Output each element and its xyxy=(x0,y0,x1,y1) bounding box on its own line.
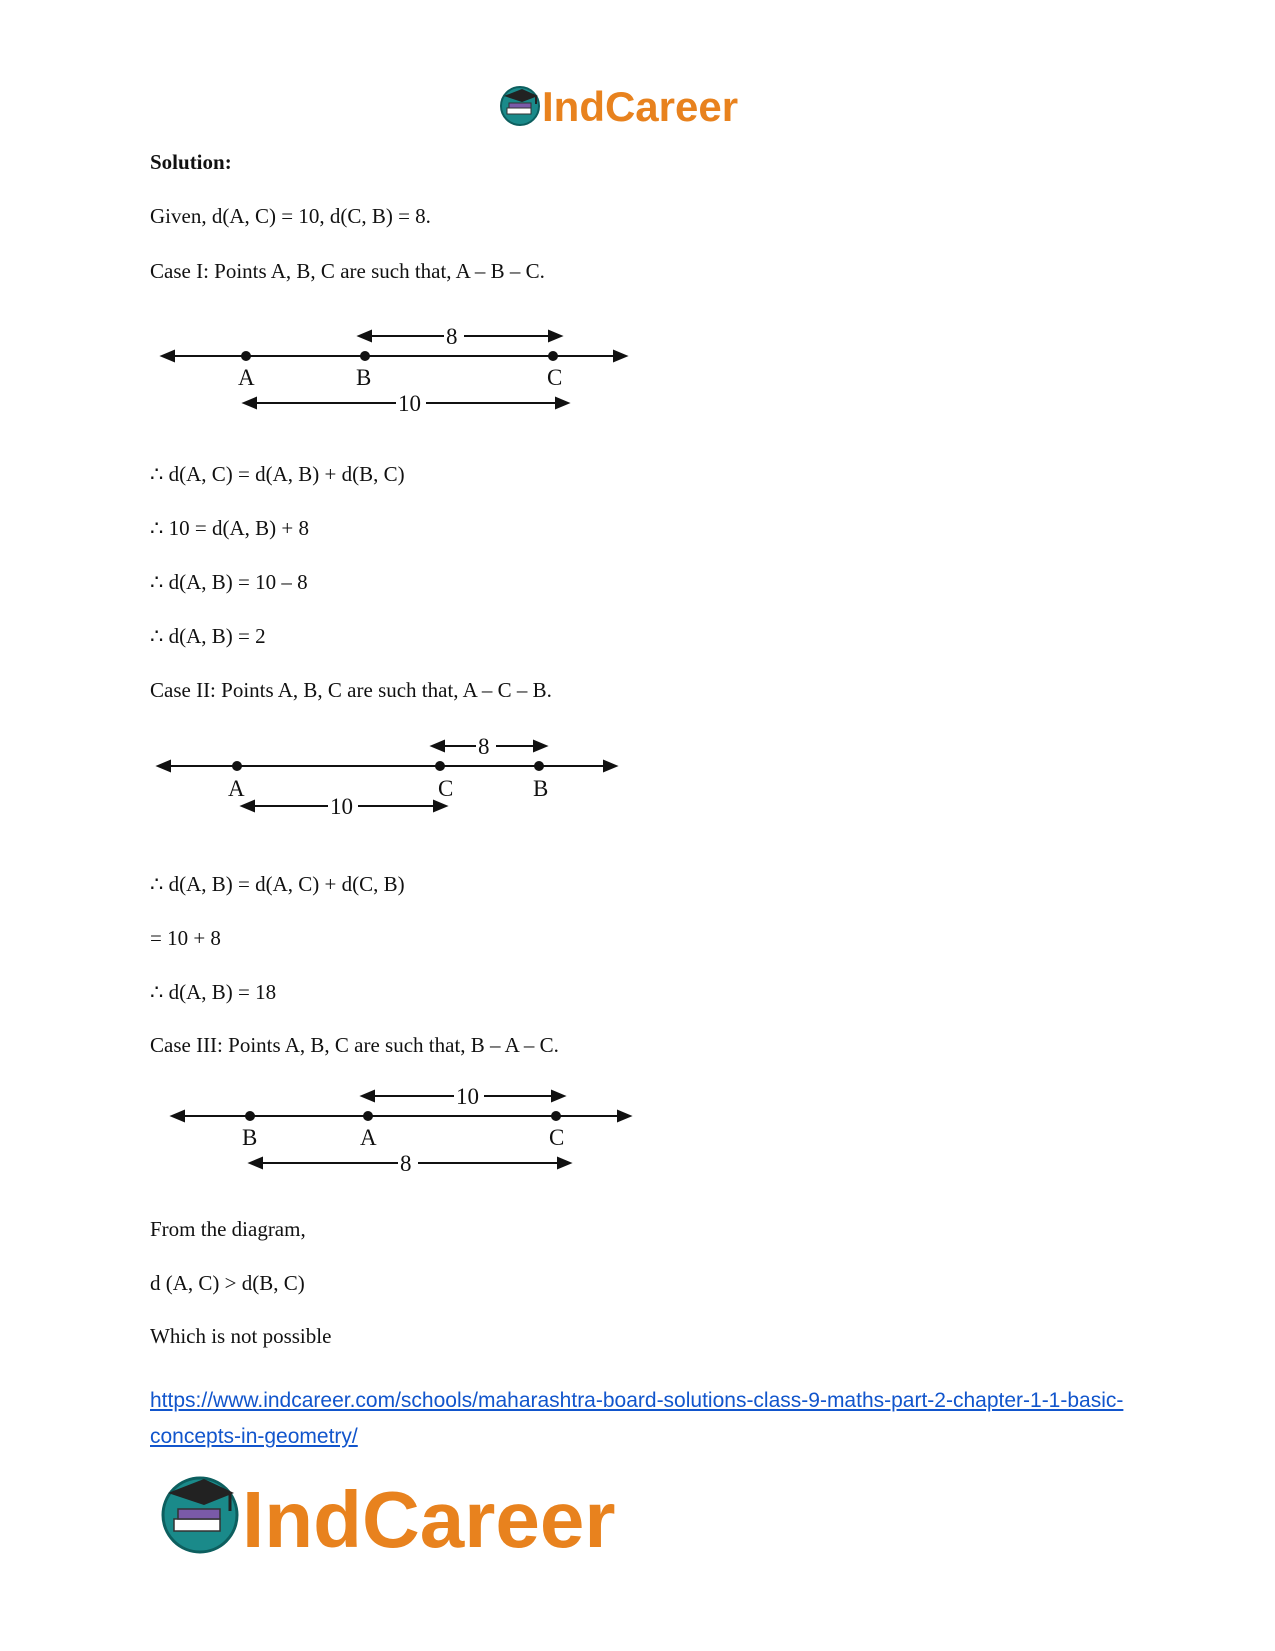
case3-lower-label: 8 xyxy=(400,1151,412,1176)
case1-point-3 xyxy=(549,352,557,360)
case2-point-label-1: A xyxy=(228,776,245,801)
case2-step-3: ∴ d(A, B) = 18 xyxy=(150,980,277,1004)
case2-point-1 xyxy=(233,762,241,770)
case2-step-2: = 10 + 8 xyxy=(150,926,221,950)
case2-lower-label: 10 xyxy=(330,794,353,819)
case3-point-label-2: A xyxy=(360,1125,377,1150)
case3-point-2 xyxy=(364,1112,372,1120)
logo-wordmark-bottom: IndCareer xyxy=(242,1475,616,1561)
case3-point-3 xyxy=(552,1112,560,1120)
case1-arrow-right xyxy=(614,351,626,361)
indcareer-logo-top xyxy=(498,78,778,132)
case1-point-label-3: C xyxy=(547,365,563,390)
case3-step-3: Which is not possible xyxy=(150,1324,332,1348)
logo-wordmark-top: IndCareer xyxy=(542,83,739,130)
given-statement: Given, d(A, C) = 10, d(C, B) = 8. xyxy=(150,204,431,228)
source-link[interactable]: https://www.indcareer.com/schools/maharashtra-board-solutions-class-9-maths-part-2-chapter-1-1-basic-concepts-in-geometry/ xyxy=(150,1389,1124,1448)
case1-point-2 xyxy=(361,352,369,360)
graduation-globe-icon xyxy=(501,87,539,125)
case3-point-label-3: C xyxy=(549,1125,565,1150)
case2-point-label-3: B xyxy=(533,776,549,801)
case1-point-label-1: A xyxy=(238,365,255,390)
case1-step-1: ∴ d(A, C) = d(A, B) + d(B, C) xyxy=(150,462,405,486)
case3-diagram xyxy=(150,1078,640,1188)
case3-upper-label: 10 xyxy=(456,1084,479,1109)
case1-step-4: ∴ d(A, B) = 2 xyxy=(150,624,266,648)
case1-step-3: ∴ d(A, B) = 10 – 8 xyxy=(150,570,308,594)
indcareer-logo-bottom xyxy=(160,1465,700,1561)
case1-lower-label: 10 xyxy=(398,391,421,416)
case2-diagram xyxy=(150,728,640,838)
case1-step-2: ∴ 10 = d(A, B) + 8 xyxy=(150,516,309,540)
case3-point-1 xyxy=(246,1112,254,1120)
case1-arrow-left xyxy=(162,351,174,361)
case2-upper-label: 8 xyxy=(478,734,490,759)
case3-title: Case III: Points A, B, C are such that, B – A – C. xyxy=(150,1033,559,1057)
solution-heading: Solution: xyxy=(150,150,232,174)
case2-point-3 xyxy=(535,762,543,770)
graduation-globe-icon xyxy=(163,1478,237,1552)
case2-step-1: ∴ d(A, B) = d(A, C) + d(C, B) xyxy=(150,872,405,896)
case1-title: Case I: Points A, B, C are such that, A – B – C. xyxy=(150,259,545,283)
case1-point-label-2: B xyxy=(356,365,372,390)
case2-title: Case II: Points A, B, C are such that, A – C – B. xyxy=(150,678,552,702)
case1-diagram xyxy=(150,318,640,428)
case1-point-1 xyxy=(242,352,250,360)
case2-point-label-2: C xyxy=(438,776,454,801)
case1-upper-label: 8 xyxy=(446,324,458,349)
case3-step-1: From the diagram, xyxy=(150,1217,306,1241)
case3-step-2: d (A, C) > d(B, C) xyxy=(150,1271,305,1295)
case3-point-label-1: B xyxy=(242,1125,258,1150)
case2-point-2 xyxy=(436,762,444,770)
